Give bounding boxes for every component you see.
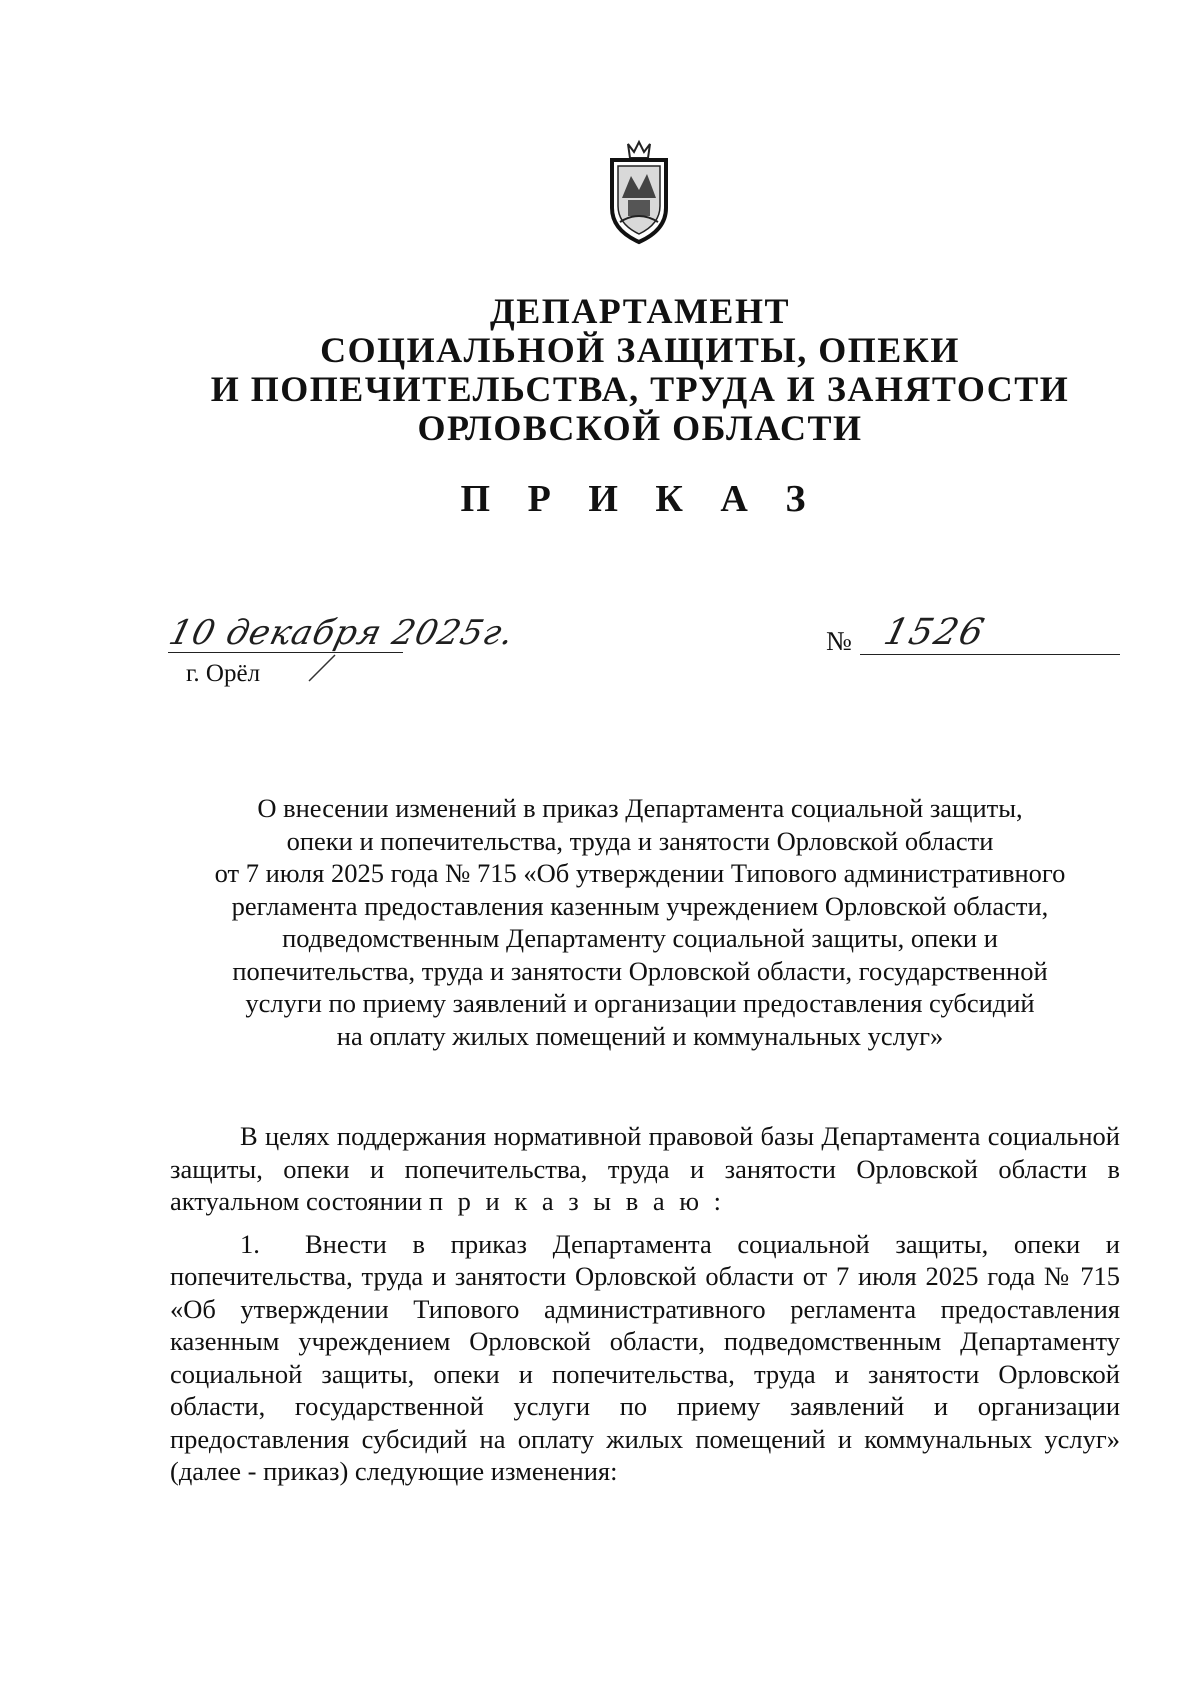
subject-line: опеки и попечительства, труда и занятости Орловской области [286, 825, 994, 856]
city-label: г. Орёл [186, 660, 261, 687]
organization-line: СОЦИАЛЬНОЙ ЗАЩИТЫ, ОПЕКИ [320, 330, 960, 370]
pen-stroke-mark [305, 653, 345, 685]
preamble-text: В целях поддержания нормативной правовой базы Департамента социальной защиты, опеки и попечительства, труда и занятости Орловской области в актуальном состоянии [170, 1121, 1120, 1216]
document-subject [0, 792, 1200, 1052]
document-type-title: П Р И К А З [460, 478, 820, 520]
organization-line: ДЕПАРТАМЕНТ [490, 291, 790, 331]
date-underline [168, 652, 403, 653]
handwritten-number: 1526 [879, 612, 990, 653]
number-underline [860, 654, 1120, 655]
handwritten-date: 10 декабря 2025г. [165, 613, 519, 653]
coat-of-arms-emblem-icon [598, 138, 680, 246]
item-1-paragraph [170, 1228, 1120, 1488]
number-sign: № [826, 626, 852, 656]
subject-line: О внесении изменений в приказ Департамента социальной защиты, [257, 793, 1023, 823]
subject-line: услуги по приему заявлений и организации предоставления субсидий [245, 988, 1035, 1018]
document-body [170, 1120, 1120, 1488]
subject-line: от 7 июля 2025 года № 715 «Об утверждении Типового административного [214, 858, 1066, 888]
organization-line: И ПОПЕЧИТЕЛЬСТВА, ТРУДА И ЗАНЯТОСТИ [210, 369, 1070, 409]
preamble-paragraph [170, 1120, 1120, 1218]
subject-line: на оплату жилых помещений и коммунальных услуг» [336, 1020, 944, 1051]
item-1-text: Внести в приказ Департамента социальной защиты, опеки и попечительства, труда и занятости Орловской области от 7 июля 2025 года № 715 «Об утверждении Типового административного регламента предоставления казенным учреждением Орловской области, подведомственным Департаменту социальной защиты, опеки и попечительства, труда и занятости Орловской области, государственной услуги по приему заявлений и организации предоставления субсидий на оплату жилых помещений и коммунальных услуг» (далее - приказ) следующие изменения: [170, 1228, 1120, 1486]
subject-line: регламента предоставления казенным учреждением Орловской области, [231, 890, 1049, 921]
preamble-action: п р и к а з ы в а ю : [428, 1186, 726, 1216]
subject-line: попечительства, труда и занятости Орловской области, государственной [232, 955, 1048, 986]
organization-line: ОРЛОВСКОЙ ОБЛАСТИ [417, 408, 863, 448]
item-1-number: 1. [240, 1228, 260, 1259]
organization-name [0, 292, 1200, 448]
subject-line: подведомственным Департаменту социальной защиты, опеки и [282, 923, 998, 953]
